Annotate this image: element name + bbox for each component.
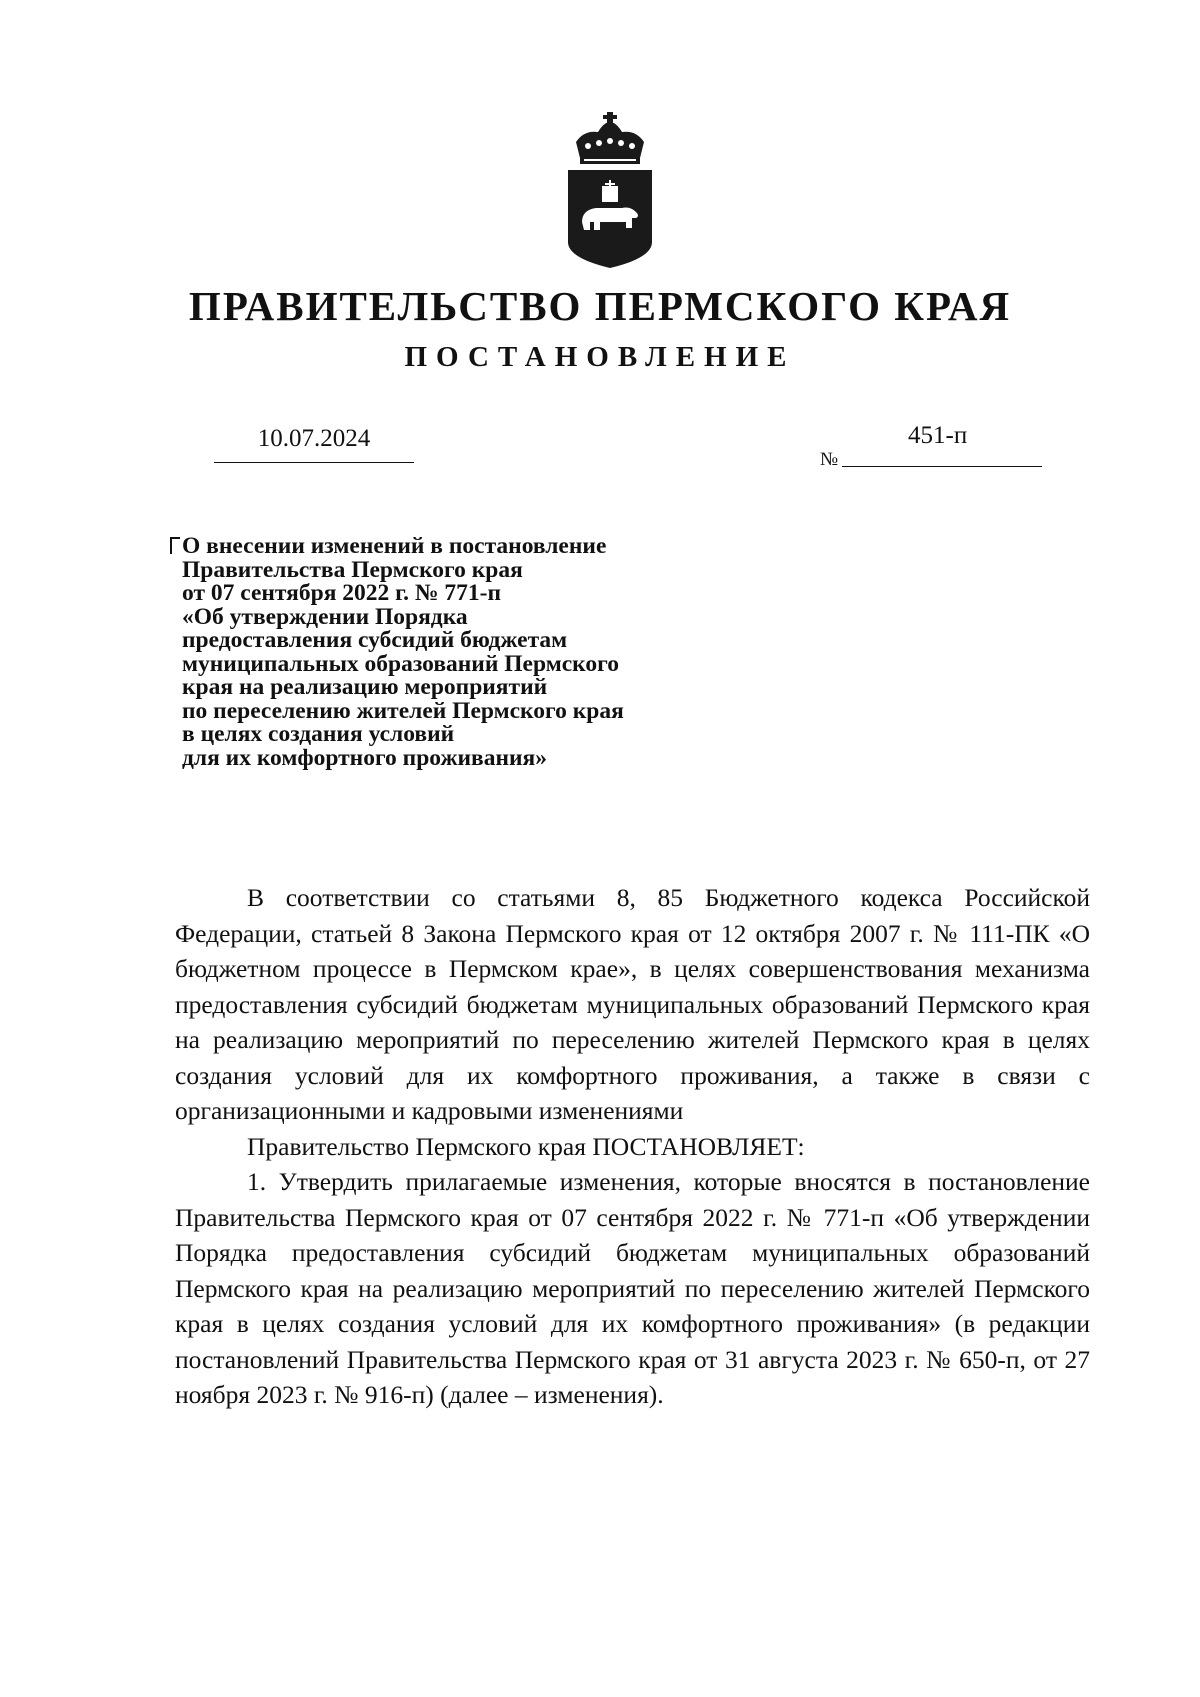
document-body [175,880,1090,1413]
number-sign: № [820,449,839,470]
document-date: 10.07.2024 [257,425,371,452]
subject-line: края на реализацию мероприятий [182,674,548,700]
document-number: 451-п [908,422,968,449]
body-paragraph: Правительство Пермского края ПОСТАНОВЛЯЕТ: [247,1131,805,1161]
subject-line: для их комфортного проживания» [182,744,548,771]
subject-line: муниципальных образований Пермского [182,650,619,677]
subject-line: О внесении изменений в постановление [170,535,730,559]
subject-line: «Об утверждении Порядка [182,603,468,630]
subject-line: Правительства Пермского края [182,556,523,583]
subject-line: предоставления субсидий бюджетам [182,627,568,653]
body-paragraph: 1. Утвердить прилагаемые изменения, которые вносятся в постановление Правительства Пермского края от 07 сентября 2022 г. № 771-п «Об утверждении Порядка предоставления субсидий бюджетам муниципальных образований Пермского края на реализацию мероприятий по переселению жителей Пермского края в целях создания условий для их комфортного проживания» (в редакции постановлений Правительства Пермского края от 31 августа 2023 г. № 650-п, от 27 ноября 2023 г. № 916-п) (далее – изменения). [175,1167,1090,1409]
number-underline [842,466,1042,467]
date-underline [214,462,414,463]
corner-mark-icon [170,537,180,554]
body-paragraph: В соответствии со статьями 8, 85 Бюджетного кодекса Российской Федерации, статьей 8 Закона Пермского края от 12 октября 2007 г. № 111-ПК «О бюджетном процессе в Пермском крае», в целях совершенствования механизма предоставления субсидий бюджетам муниципальных образований Пермского края на реализацию мероприятий по переселению жителей Пермского края в целях создания условий для их комфортного проживания, а также в связи с организационными и кадровыми изменениями [175,883,1090,1125]
subject-line: по переселению жителей Пермского края [182,697,624,724]
perm-krai-coat-of-arms-icon [560,110,660,270]
government-title: ПРАВИТЕЛЬСТВО ПЕРМСКОГО КРАЯ [188,283,1012,329]
document-type: ПОСТАНОВЛЕНИЕ [404,341,796,373]
document-subject [170,535,730,770]
subject-line: в целях создания условий [182,721,455,747]
subject-line: от 07 сентября 2022 г. № 771-п [182,580,502,606]
date-field [214,424,414,463]
